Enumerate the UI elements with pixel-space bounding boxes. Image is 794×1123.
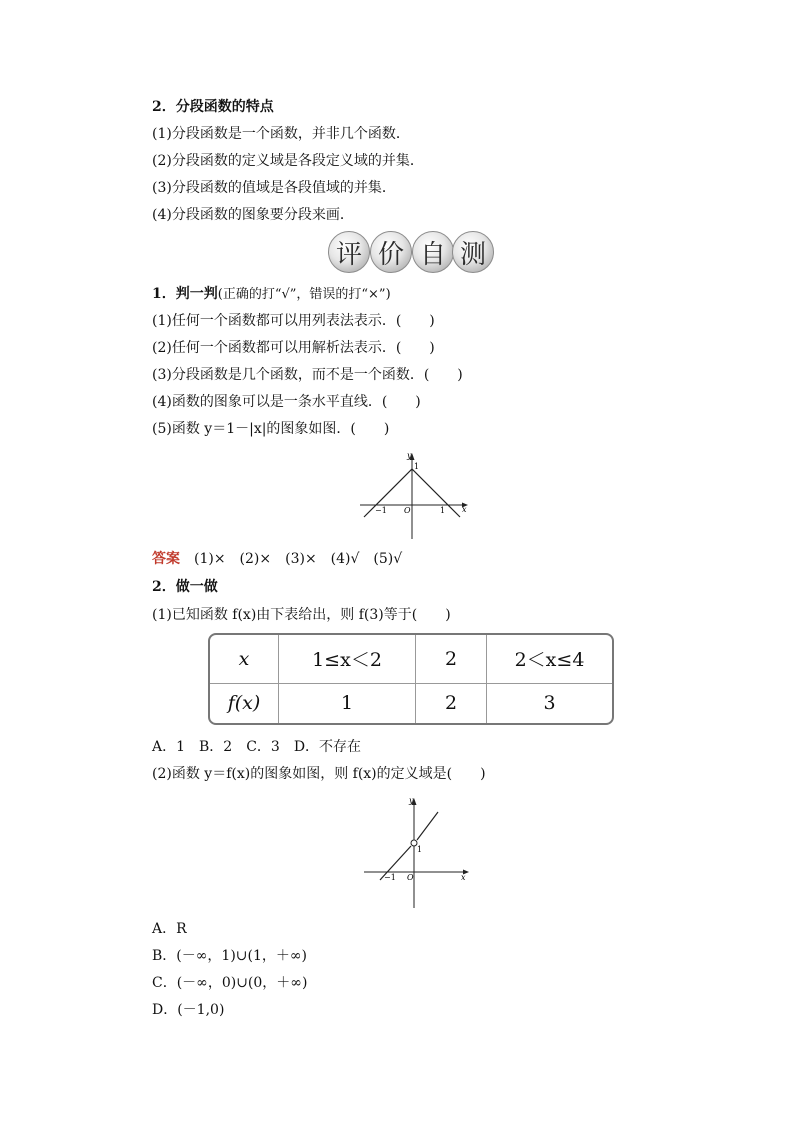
q1-item: (5)函数 y＝1－|x|的图象如图．( ) <box>152 421 390 437</box>
graph-abs-function <box>350 447 476 543</box>
q2-option-b: B．(－∞，1)∪(1，＋∞) <box>152 948 308 964</box>
origin-label: O <box>404 506 411 515</box>
self-assessment-banner <box>328 231 494 275</box>
table-cell: 2 <box>416 683 487 723</box>
q2-part1-options: A．1 B．2 C．3 D．不存在 <box>152 739 362 755</box>
tick-label-neg1: −1 <box>375 506 387 515</box>
q2-heading: 2．做一做 <box>152 579 218 595</box>
tick-label-1: 1 <box>414 462 420 471</box>
section-item: (1)分段函数是一个函数，并非几个函数． <box>152 126 410 142</box>
y-label: y <box>407 451 412 460</box>
q1-heading: 1．判一判(正确的打“√”，错误的打“×”) <box>152 286 391 302</box>
tick-label-neg1: −1 <box>384 873 396 882</box>
q2-part2-question: (2)函数 y＝f(x)的图象如图，则 f(x)的定义域是( ) <box>152 766 486 782</box>
function-table <box>208 633 614 725</box>
banner-circle: 测 <box>452 231 494 273</box>
q1-item: (2)任何一个函数都可以用解析法表示．( ) <box>152 340 435 356</box>
q1-item: (3)分段函数是几个函数，而不是一个函数．( ) <box>152 367 463 383</box>
graph-line-with-hole <box>352 792 476 912</box>
table-cell: 2＜x≤4 <box>487 635 613 683</box>
q2-option-d: D．(－1,0) <box>152 1002 225 1018</box>
tick-label-1: 1 <box>417 845 423 854</box>
table-cell: 1≤x＜2 <box>279 635 416 683</box>
x-label: x <box>462 505 467 514</box>
q1-item: (4)函数的图象可以是一条水平直线．( ) <box>152 394 421 410</box>
table-cell: 3 <box>487 683 613 723</box>
table-cell: 1 <box>279 683 416 723</box>
q2-option-a: A．R <box>152 921 187 937</box>
section-item: (2)分段函数的定义域是各段定义域的并集． <box>152 153 424 169</box>
banner-circle: 价 <box>370 231 412 273</box>
section-heading: 2．分段函数的特点 <box>152 99 274 115</box>
origin-label: O <box>407 873 414 882</box>
q1-item: (1)任何一个函数都可以用列表法表示．( ) <box>152 313 435 329</box>
y-label: y <box>409 796 414 805</box>
q2-part1-question: (1)已知函数 f(x)由下表给出，则 f(3)等于( ) <box>152 607 451 623</box>
banner-circle: 自 <box>412 231 454 273</box>
section-item: (3)分段函数的值域是各段值域的并集． <box>152 180 396 196</box>
tick-label-1-right: 1 <box>440 506 446 515</box>
curve-right <box>417 812 438 840</box>
table-row <box>210 683 612 723</box>
x-label: x <box>461 873 466 882</box>
table-cell: f(x) <box>210 683 279 723</box>
q2-option-c: C．(－∞，0)∪(0，＋∞) <box>152 975 308 991</box>
table-cell: x <box>210 635 279 683</box>
table-row <box>210 635 612 683</box>
answer-line: 答案 (1)× (2)× (3)× (4)√ (5)√ <box>152 551 403 567</box>
table-cell: 2 <box>416 635 487 683</box>
banner-circle: 评 <box>328 231 370 273</box>
section-item: (4)分段函数的图象要分段来画． <box>152 207 354 223</box>
